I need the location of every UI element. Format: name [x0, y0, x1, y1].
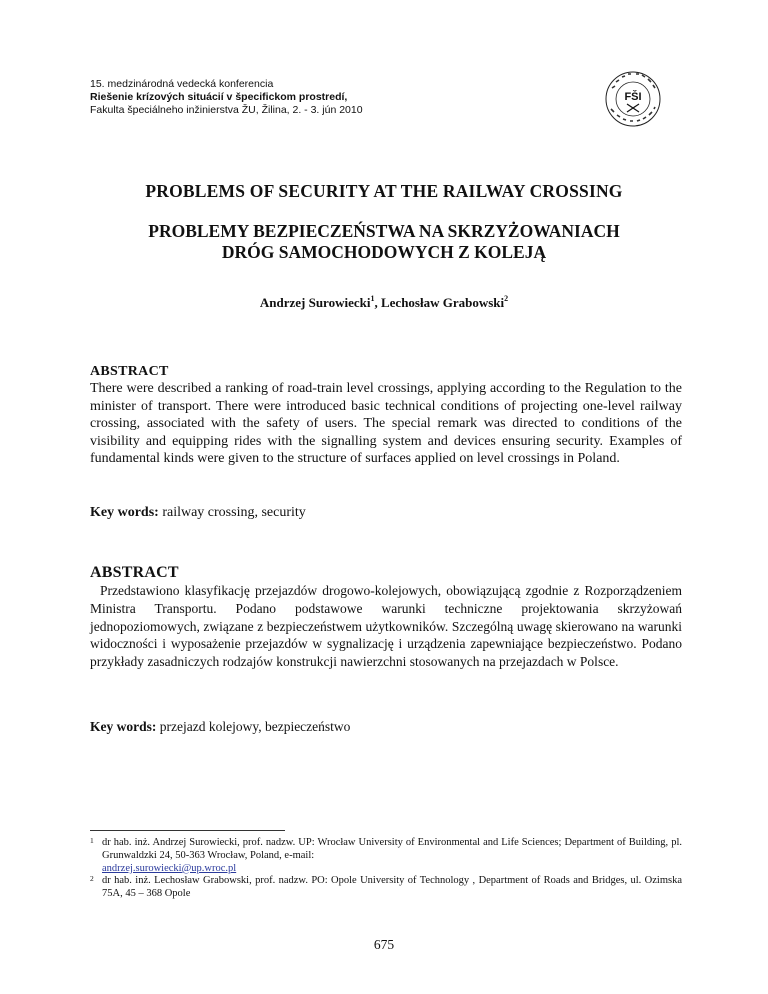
header-line-3: Fakulta špeciálneho inžinierstva ŽU, Žilina, 2. - 3. jún 2010 [90, 104, 363, 116]
page-number: 675 [373, 937, 395, 952]
keywords-label: Key words: [90, 719, 157, 734]
keywords-english [90, 505, 306, 521]
footnote-number: 1 [90, 836, 94, 845]
author-2-affiliation-mark: 2 [504, 294, 509, 303]
footnote-text: dr hab. inż. Lechosław Grabowski, prof. nadzw. PO: Opole University of Technology , Department of Roads and Bridges, ul. Ozimska 75A, 45 – 368 Opole [102, 875, 682, 900]
paper-title-polish [0, 221, 768, 263]
footnotes [90, 837, 682, 901]
header-line-1: 15. medzinárodná vedecká konferencia [90, 78, 274, 90]
author-2: Lechosław Grabowski [380, 295, 505, 310]
paper-title-english: PROBLEMS OF SECURITY AT THE RAILWAY CROSSING [145, 181, 623, 201]
footnote-text: dr hab. inż. Andrzej Surowiecki, prof. nadzw. UP: Wrocław University of Environmental and Life Sciences; Department of Building, pl. Grunwaldzki 24, 50-363 Wrocław, Poland, e-mail: [102, 837, 682, 861]
keywords-value: przejazd kolejowy, bezpieczeństwo [156, 719, 351, 734]
conference-header [90, 78, 363, 117]
header-line-2: Riešenie krízových situácií v špecifickom prostredí, [90, 91, 348, 103]
authors [0, 294, 768, 311]
paper-title-polish-line-1: PROBLEMY BEZPIECZEŃSTWA NA SKRZYŻOWANIACH [148, 221, 620, 241]
footnote-number: 2 [90, 874, 94, 884]
footnote-1 [90, 837, 682, 875]
keywords-polish [90, 719, 350, 735]
author-1: Andrzej Surowiecki [259, 295, 371, 310]
logo-text: FŠI [624, 91, 642, 103]
keywords-label: Key words: [90, 505, 159, 520]
footnote-2 [90, 875, 682, 901]
author-separator: , [374, 295, 381, 310]
keywords-value: railway crossing, security [158, 505, 306, 520]
university-seal-logo [592, 68, 674, 130]
footnote-separator [90, 830, 285, 831]
author-email-link[interactable]: andrzej.surowiecki@up.wroc.pl [102, 862, 237, 874]
abstract-heading-english: ABSTRACT [90, 364, 169, 379]
author-1-affiliation-mark: 1 [370, 294, 375, 303]
paper-title-polish-line-2: DRÓG SAMOCHODOWYCH Z KOLEJĄ [221, 242, 547, 262]
abstract-text-english: There were described a ranking of road-train level crossings, applying according to the Regulation to the minister of transport. There were introduced basic technical conditions of projecting one-level railway crossing, associated with the safety of users. The special remark was directed to conditions of the visibility and equipping rides with the signalling system and devices ensuring security. Examples of fundamental kinds were given to the structure of surfaces applied on level crossings in Poland. [90, 381, 682, 467]
abstract-text-polish: Przedstawiono klasyfikację przejazdów drogowo-kolejowych, obowiązującą zgodnie z Rozporządzeniem Ministra Transportu. Podano podstawowe warunki techniczne projektowania skrzyżowań jednopoziomowych, związane z bezpieczeństwem użytkowników. Szczególną uwagę skierowano na warunki widoczności i wyposażenie przejazdów w sygnalizację i urządzenia zapewniające bezpieczeństwo. Podano przykłady zasadniczych rodzajów konstrukcji nawierzchni stosowanych na przejazdach w Polsce. [90, 583, 682, 670]
abstract-heading-polish: ABSTRACT [90, 564, 179, 581]
